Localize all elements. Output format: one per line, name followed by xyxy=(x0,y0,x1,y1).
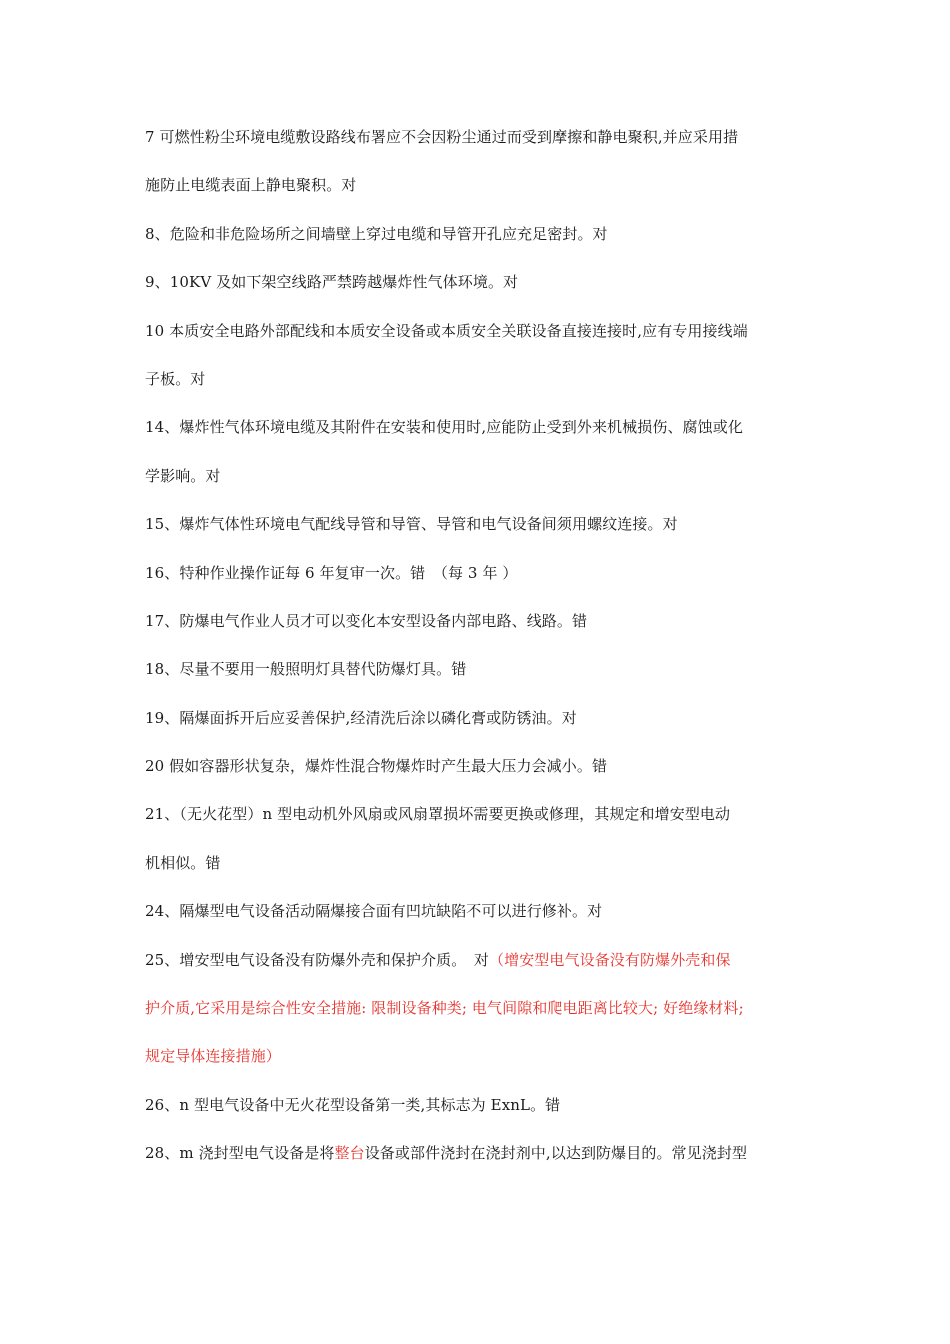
text-line xyxy=(145,509,810,557)
text-line xyxy=(145,316,810,364)
text-segment: 16、特种作业操作证每 6 年复审一次。错 （每 3 年 ） xyxy=(145,563,518,582)
text-segment: 子板。对 xyxy=(145,369,206,388)
text-line xyxy=(145,993,810,1041)
text-segment: 28、m 浇封型电气设备是将 xyxy=(145,1144,335,1163)
text-line xyxy=(145,461,810,509)
text-segment: 8、危险和非危险场所之间墙壁上穿过电缆和导管开孔应充足密封。对 xyxy=(145,224,608,243)
highlighted-text: 护介质,它采用是综合性安全措施: 限制设备种类; 电气间隙和爬电距离比较大; 好绝缘材料; xyxy=(145,999,744,1018)
text-segment: 设备或部件浇封在浇封剂中,以达到防爆目的。常见浇封型 xyxy=(364,1144,748,1163)
text-line xyxy=(145,703,810,751)
text-line xyxy=(145,267,810,315)
text-segment: 机相似。错 xyxy=(145,853,221,872)
highlighted-text: 规定导体连接措施） xyxy=(145,1047,281,1066)
text-line xyxy=(145,219,810,267)
text-line xyxy=(145,848,810,896)
text-line xyxy=(145,170,810,218)
text-segment: 学影响。对 xyxy=(145,466,221,485)
text-line xyxy=(145,606,810,654)
highlighted-text: 整台 xyxy=(334,1144,365,1163)
text-segment: 9、10KV 及如下架空线路严禁跨越爆炸性气体环境。对 xyxy=(145,273,519,292)
text-line xyxy=(145,122,810,170)
text-line xyxy=(145,558,810,606)
text-line xyxy=(145,896,810,944)
text-line xyxy=(145,945,810,993)
text-line xyxy=(145,751,810,799)
text-line xyxy=(145,799,810,847)
text-segment: 21、（无火花型）n 型电动机外风扇或风扇罩损坏需要更换或修理，其规定和增安型电动 xyxy=(145,805,731,824)
text-line xyxy=(145,1041,810,1089)
text-segment: 15、爆炸气体性环境电气配线导管和导管、导管和电气设备间须用螺纹连接。对 xyxy=(145,515,678,534)
text-segment: 10 本质安全电路外部配线和本质安全设备或本质安全关联设备直接连接时,应有专用接线端 xyxy=(145,321,748,340)
text-line xyxy=(145,364,810,412)
text-line xyxy=(145,1090,810,1138)
text-segment: 14、爆炸性气体环境电缆及其附件在安装和使用时,应能防止受到外来机械损伤、腐蚀或化 xyxy=(145,418,743,437)
text-line xyxy=(145,412,810,460)
text-segment: 18、尽量不要用一般照明灯具替代防爆灯具。错 xyxy=(145,660,467,679)
text-segment: 26、n 型电气设备中无火花型设备第一类,其标志为 ExnL。错 xyxy=(145,1095,561,1114)
text-segment: 19、隔爆面拆开后应妥善保护,经清洗后涂以磷化膏或防锈油。对 xyxy=(145,708,577,727)
text-segment: 7 可燃性粉尘环境电缆敷设路线布署应不会因粉尘通过而受到摩擦和静电聚积,并应采用措 xyxy=(145,128,739,146)
text-segment: 施防止电缆表面上静电聚积。对 xyxy=(145,176,357,195)
text-segment: 20 假如容器形状复杂，爆炸性混合物爆炸时产生最大压力会减小。错 xyxy=(145,757,608,776)
highlighted-text: （增安型电气设备没有防爆外壳和保 xyxy=(489,950,731,969)
text-segment: 25、增安型电气设备没有防爆外壳和保护介质。 对 xyxy=(145,950,489,969)
text-line xyxy=(145,654,810,702)
text-segment: 24、隔爆型电气设备活动隔爆接合面有凹坑缺陷不可以进行修补。对 xyxy=(145,902,603,921)
text-segment: 17、防爆电气作业人员才可以变化本安型设备内部电路、线路。错 xyxy=(145,611,588,630)
text-line xyxy=(145,1138,810,1186)
document-body xyxy=(145,122,810,1187)
